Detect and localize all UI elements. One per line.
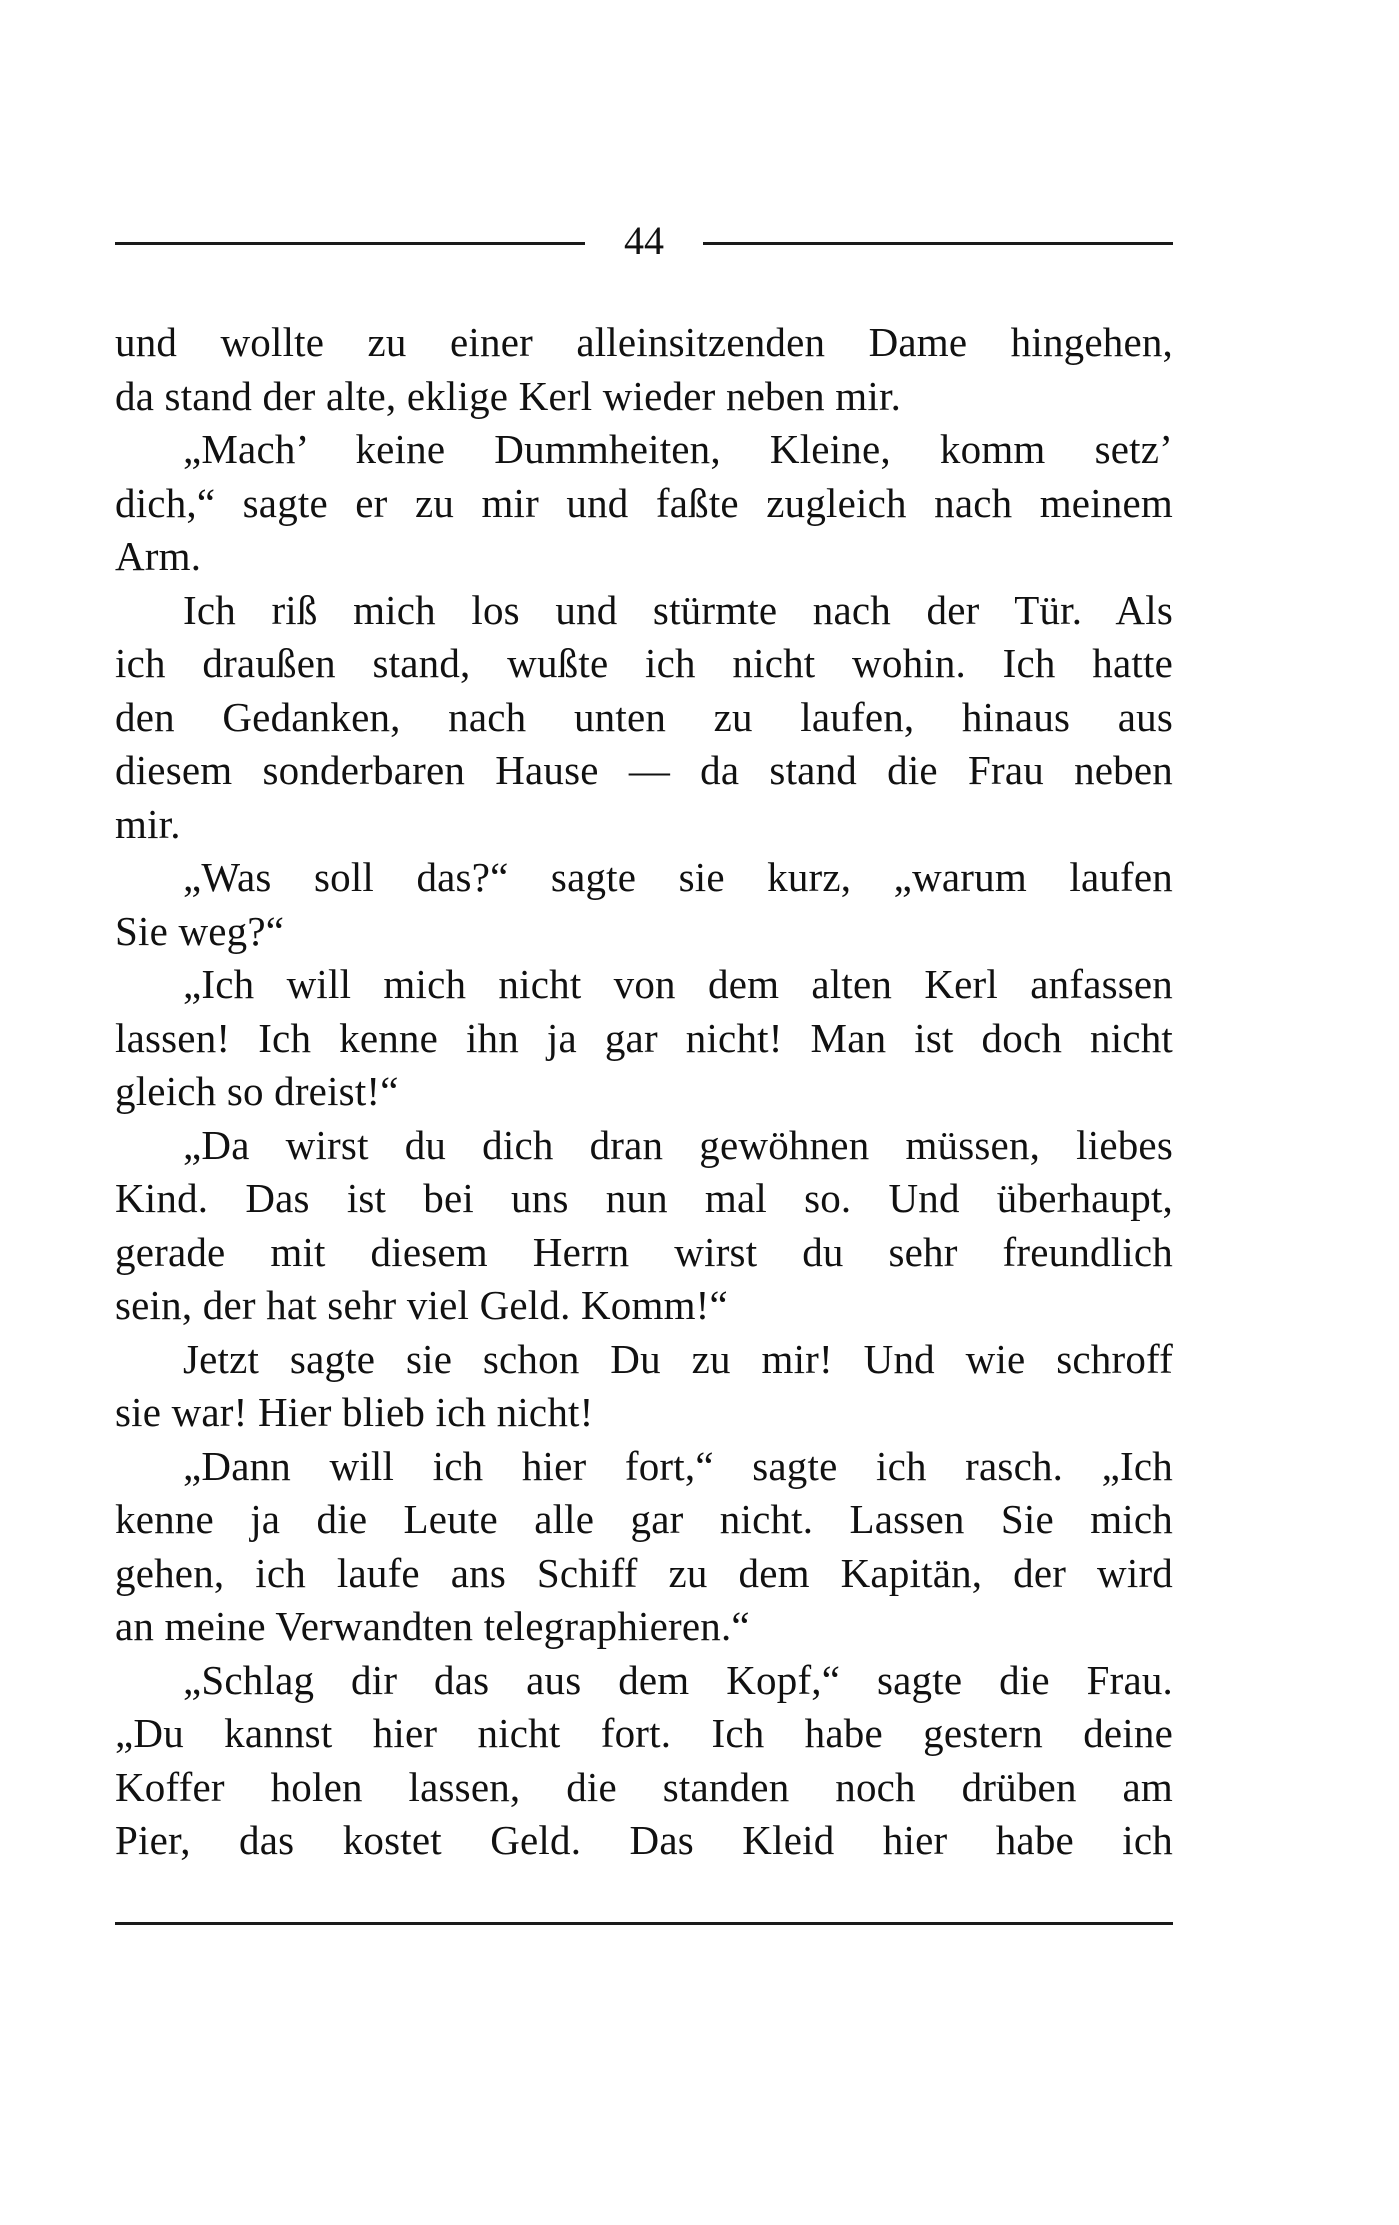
text-line: mir. <box>115 800 181 847</box>
text-line: „Schlag dir das aus dem Kopf,“ sagte die Frau. <box>183 1656 1173 1703</box>
body-text <box>115 316 1173 1868</box>
text-line: ich draußen stand, wußte ich nicht wohin. Ich hatte <box>115 640 1173 686</box>
text-line: kenne ja die Leute alle gar nicht. Lassen Sie mich <box>115 1496 1173 1542</box>
page-header <box>115 212 1173 272</box>
text-line: den Gedanken, nach unten zu laufen, hinaus aus <box>115 693 1173 740</box>
text-line: Jetzt sagte sie schon Du zu mir! Und wie schroff <box>183 1335 1173 1382</box>
text-line: Koffer holen lassen, die standen noch drüben am <box>115 1763 1173 1810</box>
text-line: Kind. Das ist bei uns nun mal so. Und überhaupt, <box>115 1175 1173 1221</box>
header-rule-left <box>115 242 585 245</box>
text-line: diesem sonderbaren Hause — da stand die Frau neben <box>115 747 1173 793</box>
text-line: an meine Verwandten telegraphieren.“ <box>115 1603 750 1649</box>
page-number: 44 <box>624 218 664 263</box>
text-line: Ich riß mich los und stürmte nach der Tür. Als <box>183 586 1173 633</box>
text-line: sie war! Hier blieb ich nicht! <box>115 1389 594 1435</box>
text-line: da stand der alte, eklige Kerl wieder neben mir. <box>115 372 902 419</box>
text-line: „Ich will mich nicht von dem alten Kerl anfassen <box>183 961 1173 1007</box>
text-line: sein, der hat sehr viel Geld. Komm!“ <box>115 1282 728 1328</box>
text-line: und wollte zu einer alleinsitzenden Dame hingehen, <box>115 319 1173 365</box>
text-line: gehen, ich laufe ans Schiff zu dem Kapitän, der wird <box>115 1549 1173 1596</box>
header-rule-right <box>703 242 1173 245</box>
text-line: Sie weg?“ <box>115 907 285 954</box>
text-line: „Mach’ keine Dummheiten, Kleine, komm setz’ <box>183 426 1173 472</box>
text-line: dich,“ sagte er zu mir und faßte zugleich nach meinem <box>115 479 1173 526</box>
text-line: „Du kannst hier nicht fort. Ich habe gestern deine <box>115 1710 1173 1756</box>
text-line: „Dann will ich hier fort,“ sagte ich rasch. „Ich <box>183 1442 1173 1489</box>
text-line: „Da wirst du dich dran gewöhnen müssen, liebes <box>183 1121 1173 1168</box>
text-line: gerade mit diesem Herrn wirst du sehr freundlich <box>115 1228 1173 1275</box>
text-line: Pier, das kostet Geld. Das Kleid hier habe ich <box>115 1817 1173 1863</box>
footer-rule <box>115 1922 1173 1925</box>
text-line: Arm. <box>115 533 202 579</box>
text-line: „Was soll das?“ sagte sie kurz, „warum laufen <box>183 854 1173 900</box>
text-line: lassen! Ich kenne ihn ja gar nicht! Man ist doch nicht <box>115 1014 1173 1061</box>
text-line: gleich so dreist!“ <box>115 1068 399 1114</box>
